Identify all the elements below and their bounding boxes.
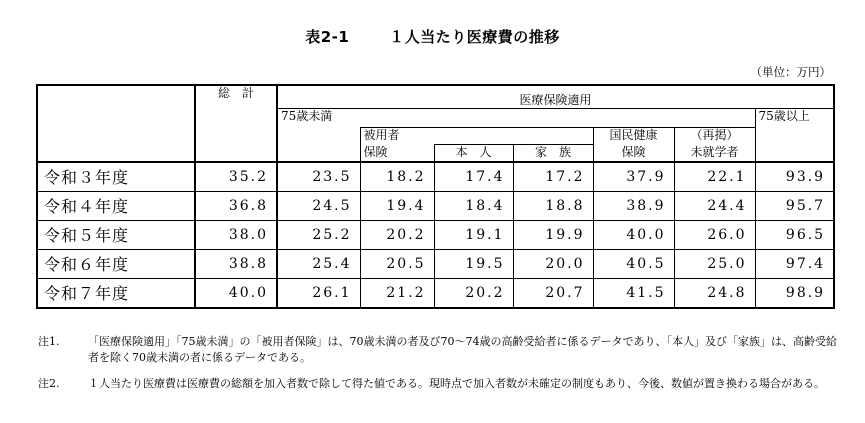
header-employee-line1: 被用者 (360, 128, 593, 145)
header-self: 本 人 (434, 145, 513, 163)
header-national-line1: 国民健康 (593, 128, 674, 145)
value-over-75: 98.9 (755, 279, 834, 309)
header-total: 総 計 (195, 85, 277, 162)
table-title-text: １人当たり医療費の推移 (389, 28, 560, 46)
value-under-75: 25.4 (277, 250, 360, 279)
value-preschool: 24.8 (674, 279, 755, 309)
header-insurance-applied: 医療保険適用 (277, 85, 834, 109)
value-employee: 20.5 (360, 250, 434, 279)
row-label: 令和４年度 (37, 192, 195, 221)
value-employee: 18.2 (360, 162, 434, 192)
header-preschool-line2: 未就学者 (674, 145, 755, 163)
value-preschool: 25.0 (674, 250, 755, 279)
value-self: 19.1 (434, 221, 513, 250)
table-row (37, 162, 834, 192)
value-total: 40.0 (195, 279, 277, 309)
table-number: 表2-1 (305, 28, 350, 46)
value-preschool: 26.0 (674, 221, 755, 250)
value-national: 41.5 (593, 279, 674, 309)
footnote-2-label: 注2. (38, 377, 60, 390)
value-total: 38.0 (195, 221, 277, 250)
value-under-75: 23.5 (277, 162, 360, 192)
header-national-line2: 保険 (593, 145, 674, 163)
medical-cost-table (36, 84, 835, 309)
value-self: 18.4 (434, 192, 513, 221)
corner-cell (37, 85, 195, 162)
value-total: 35.2 (195, 162, 277, 192)
header-over-75: 75歳以上 (755, 109, 834, 163)
value-family: 20.0 (513, 250, 593, 279)
footnote-1-label: 注1. (38, 335, 60, 348)
footnote-2 (38, 376, 838, 392)
value-total: 36.8 (195, 192, 277, 221)
value-family: 17.2 (513, 162, 593, 192)
value-self: 17.4 (434, 162, 513, 192)
table-row (37, 221, 834, 250)
footnote-1 (38, 334, 838, 366)
row-label: 令和７年度 (37, 279, 195, 309)
value-national: 40.5 (593, 250, 674, 279)
value-over-75: 95.7 (755, 192, 834, 221)
footnote-1-text: 「医療保険適用」「75歳未満」の「被用者保険」は、70歳未満の者及び70～74歳の高齢受給者に係るデータであり、「本人」及び「家族」は、高齢受給者を除く70歳未満の者に係るデータである。 (88, 335, 837, 364)
table-row (37, 279, 834, 309)
table-title (0, 26, 865, 47)
value-under-75: 25.2 (277, 221, 360, 250)
header-preschool-line1: （再掲） (674, 128, 755, 145)
value-preschool: 22.1 (674, 162, 755, 192)
value-preschool: 24.4 (674, 192, 755, 221)
table-row (37, 192, 834, 221)
value-under-75: 24.5 (277, 192, 360, 221)
value-national: 37.9 (593, 162, 674, 192)
value-national: 38.9 (593, 192, 674, 221)
row-label: 令和５年度 (37, 221, 195, 250)
header-employee-line2: 保険 (360, 145, 434, 163)
unit-label: （単位：万円） (750, 65, 831, 79)
value-self: 20.2 (434, 279, 513, 309)
value-family: 18.8 (513, 192, 593, 221)
value-over-75: 96.5 (755, 221, 834, 250)
value-over-75: 93.9 (755, 162, 834, 192)
value-self: 19.5 (434, 250, 513, 279)
value-family: 20.7 (513, 279, 593, 309)
value-employee: 21.2 (360, 279, 434, 309)
value-under-75: 26.1 (277, 279, 360, 309)
header-family: 家 族 (513, 145, 593, 163)
value-national: 40.0 (593, 221, 674, 250)
footnote-2-text: １人当たり医療費は医療費の総額を加入者数で除して得た値である。現時点で加入者数が未確定の制度もあり、今後、数値が置き換わる場合がある。 (88, 377, 825, 390)
value-total: 38.8 (195, 250, 277, 279)
row-label: 令和６年度 (37, 250, 195, 279)
value-family: 19.9 (513, 221, 593, 250)
value-employee: 20.2 (360, 221, 434, 250)
footnotes (38, 334, 838, 402)
header-under-75-blank (277, 128, 360, 163)
table-row (37, 250, 834, 279)
header-under-75: 75歳未満 (277, 109, 755, 128)
value-over-75: 97.4 (755, 250, 834, 279)
row-label: 令和３年度 (37, 162, 195, 192)
value-employee: 19.4 (360, 192, 434, 221)
